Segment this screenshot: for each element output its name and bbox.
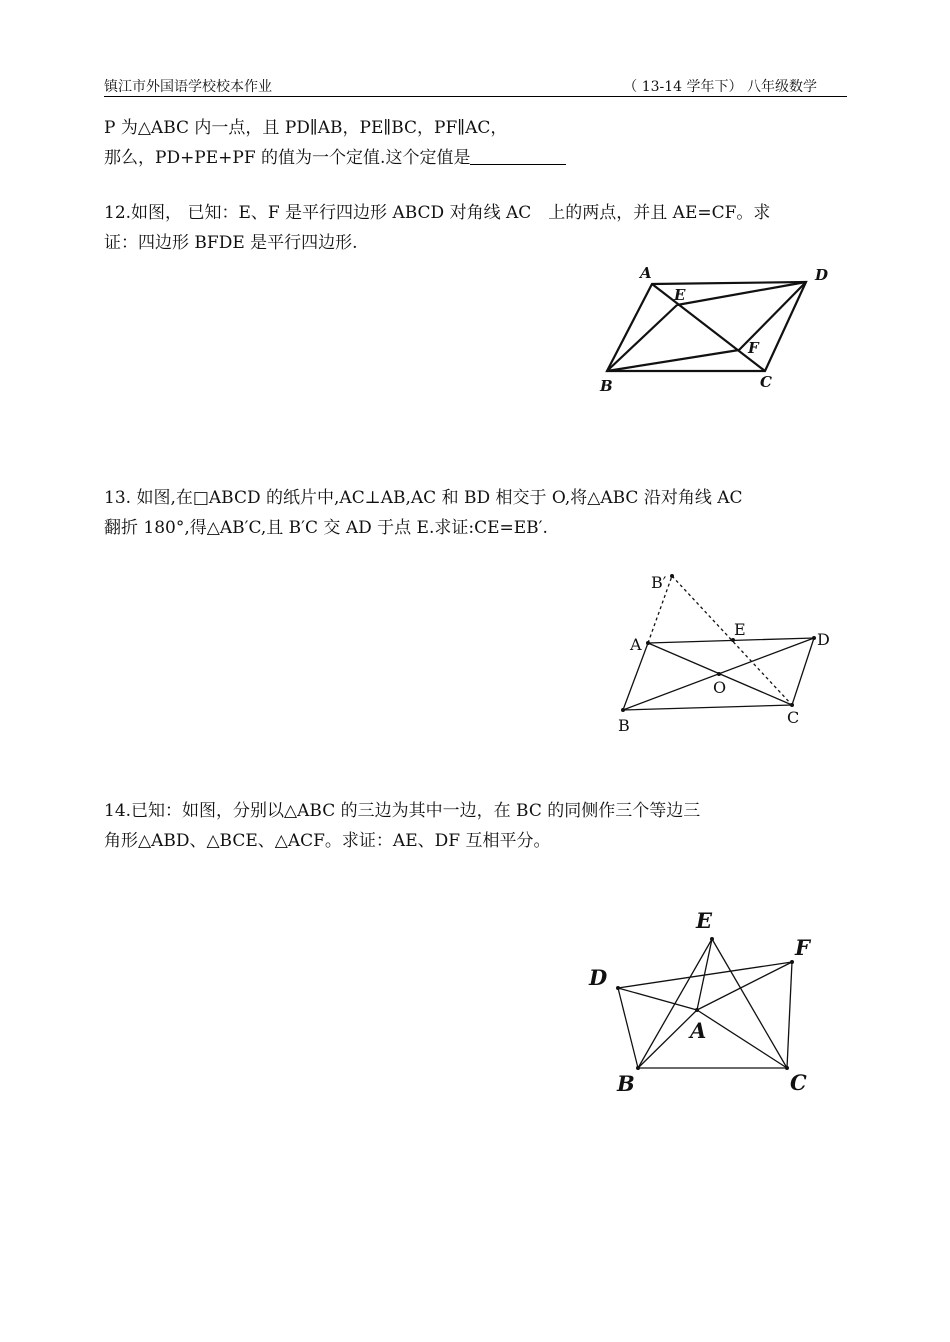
answer-blank[interactable] [470, 146, 566, 165]
q14-point-e [710, 937, 714, 941]
q14-label-d: D [589, 965, 608, 990]
q12-label-d: D [815, 266, 829, 284]
q14-label-b: B [617, 1071, 635, 1096]
q13-figure [610, 565, 850, 740]
q12-label-f: F [748, 339, 759, 357]
q13-label-a: A [630, 635, 642, 654]
q13-label-b: B [618, 716, 630, 735]
q12-label-c: C [760, 373, 772, 391]
question-12 [104, 198, 849, 258]
header-term-subject: （ 13-14 学年下） 八年级数学 [623, 79, 817, 95]
q14-segment-ec [712, 939, 787, 1068]
question-14 [104, 796, 849, 856]
q14-segment-ac [697, 1010, 787, 1068]
q14-point-a [695, 1008, 699, 1012]
q14-point-d [616, 986, 620, 990]
q13-point-c [790, 703, 794, 707]
q14-point-f [790, 960, 794, 964]
q14-label-f: F [795, 935, 810, 960]
q13-point-d [812, 636, 816, 640]
q13-point-o [717, 672, 721, 676]
question-11 [104, 113, 849, 173]
q12-label-b: B [600, 377, 613, 395]
q14-line-1: 14.已知：如图，分别以△ABC 的三边为其中一边，在 BC 的同侧作三个等边三 [104, 801, 701, 821]
header-school: 镇江市外国语学校校本作业 [104, 79, 272, 95]
q14-segment-eb [638, 939, 712, 1068]
q14-point-c [785, 1066, 789, 1070]
q12-line-1: 12.如图， 已知：E、F 是平行四边形 ABCD 对角线 AC 上的两点，并且 AE=CF。求 [104, 203, 771, 223]
q13-label-d: D [817, 630, 830, 649]
q13-line-2: 翻折 180°,得△AB′C,且 B′C 交 AD 于点 E.求证:CE=EB′. [104, 518, 548, 538]
q12-line-2: 证：四边形 BFDE 是平行四边形. [104, 233, 358, 253]
q13-point-b-prime [670, 574, 674, 578]
q14-label-c: C [790, 1070, 807, 1095]
q14-segment-ab [638, 1010, 697, 1068]
q14-point-b [636, 1066, 640, 1070]
question-13 [104, 483, 849, 543]
q12-diagonal-ac [652, 284, 765, 371]
q11-line-2 [104, 143, 849, 173]
q14-segment-da [618, 988, 697, 1010]
q13-line-1: 13. 如图,在□ABCD 的纸片中,AC⊥AB,AC 和 BD 相交于 O,将△ABC 沿对角线 AC [104, 488, 743, 508]
q13-label-o: O [713, 678, 727, 697]
q11-line-1: P 为△ABC 内一点，且 PD∥AB，PE∥BC，PF∥AC， [104, 118, 508, 138]
q14-segment-fc [787, 962, 792, 1068]
q14-segment-db [618, 988, 638, 1068]
q13-label-b-prime: B′ [651, 573, 667, 592]
q14-label-a: A [690, 1018, 707, 1043]
q13-point-b [621, 708, 625, 712]
q13-point-a [646, 641, 650, 645]
q14-line-2: 角形△ABD、△BCE、△ACF。求证：AE、DF 互相平分。 [104, 831, 551, 851]
q14-figure [580, 900, 820, 1100]
q11-line-2-text: 那么，PD+PE+PF 的值为一个定值.这个定值是 [104, 148, 471, 168]
q13-label-c: C [787, 708, 800, 727]
page-header [104, 76, 847, 97]
q12-label-a: A [640, 264, 652, 282]
q12-label-e: E [674, 286, 686, 304]
q13-label-e: E [734, 620, 746, 639]
q14-label-e: E [696, 908, 713, 933]
q12-figure [590, 260, 840, 400]
